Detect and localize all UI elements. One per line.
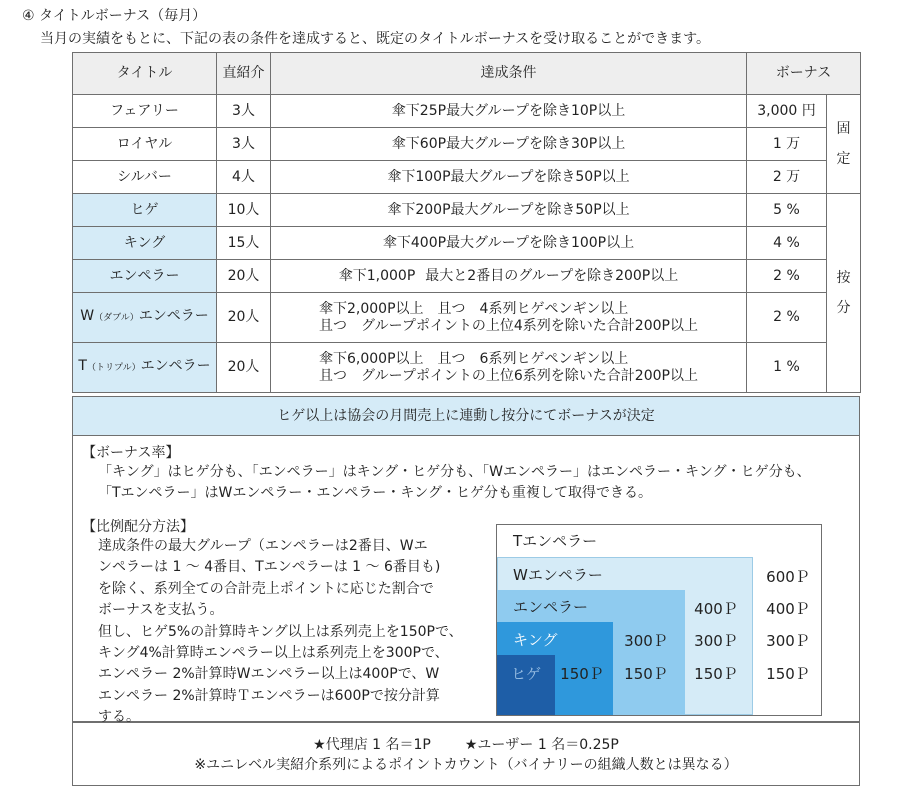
row-title: フェアリー [73, 95, 217, 128]
side-label-prorata: 按 分 [827, 194, 861, 393]
row-condition [271, 293, 747, 343]
row-bonus: 2 % [747, 260, 827, 293]
cond-line2: 且つ グループポイントの上位6系列を除いた合計200P以上 [319, 367, 698, 384]
row-bonus: 4 % [747, 227, 827, 260]
table-row [73, 128, 861, 161]
row-direct: 3人 [217, 95, 271, 128]
row-title: W（ダブル）エンペラー [73, 293, 217, 343]
row-condition [271, 227, 747, 260]
row-title: ヒゲ [73, 194, 217, 227]
row-direct: 20人 [217, 293, 271, 343]
footer-note: ※ユニレベル実紹介系列によるポイントカウント（バイナリーの組織人数とは異なる） [194, 757, 738, 773]
row-title: ロイヤル [73, 128, 217, 161]
agency-point: ★代理店 1 名＝1P [313, 737, 431, 753]
intro-text: 当月の実績をもとに、下記の表の条件を達成すると、既定のタイトルボーナスを受け取ることができます。 [40, 31, 711, 47]
table-row [73, 194, 861, 227]
prorata-notice: ヒゲ以上は協会の月間売上に連動し按分にてボーナスが決定 [72, 396, 860, 436]
value-k-300: 300Ｐ [624, 632, 668, 650]
cond-a: 傘下1,000P [338, 267, 416, 284]
cond-b: 最大グループを除き50P以上 [450, 201, 630, 218]
value-h-150: 150Ｐ [560, 665, 604, 683]
value-e-300: 300Ｐ [694, 632, 738, 650]
header-bonus: ボーナス [747, 53, 861, 95]
row-condition [271, 194, 747, 227]
row-bonus: 3,000 円 [747, 95, 827, 128]
table-row [73, 343, 861, 393]
row-bonus: 2 万 [747, 161, 827, 194]
label-t-emperor: Tエンペラー [513, 532, 598, 550]
cond-b: 最大グループを除き30P以上 [446, 135, 626, 152]
row-condition [271, 161, 747, 194]
cond-a: 傘下200P [387, 201, 451, 218]
value-k-150: 150Ｐ [624, 665, 668, 683]
header-condition: 達成条件 [271, 53, 747, 95]
row-bonus: 5 % [747, 194, 827, 227]
row-title: T（トリプル）エンペラー [73, 343, 217, 393]
row-condition [271, 343, 747, 393]
row-bonus: 1 万 [747, 128, 827, 161]
header-direct: 直紹介 [217, 53, 271, 95]
cond-b: 最大と2番目のグループを除き200P以上 [425, 267, 679, 284]
row-direct: 20人 [217, 260, 271, 293]
row-direct: 3人 [217, 128, 271, 161]
table-row [73, 161, 861, 194]
cond-a: 傘下25P [391, 102, 447, 119]
row-title: キング [73, 227, 217, 260]
bonus-rate-title: 【ボーナス率】 [82, 445, 180, 461]
section-heading: ④ タイトルボーナス（毎月） [22, 8, 207, 24]
label-king: キング [513, 631, 558, 649]
value-w-600: 600Ｐ [766, 568, 810, 586]
value-w-150: 150Ｐ [766, 665, 810, 683]
row-condition [271, 260, 747, 293]
bonus-rate-text: 「キング」はヒゲ分も、「エンペラー」はキング・ヒゲ分も、「Wエンペラー」はエンペラー・キング・ヒゲ分も、 「Tエンペラー」はWエンペラー・エンペラー・キング・ヒゲ分も重複して取得できる。 [98, 464, 811, 501]
row-title: エンペラー [73, 260, 217, 293]
row-direct: 20人 [217, 343, 271, 393]
proportional-title: 【比例配分方法】 [82, 519, 194, 535]
table-row [73, 95, 861, 128]
row-condition [271, 128, 747, 161]
value-w-400: 400Ｐ [766, 600, 810, 618]
side-label-fixed: 固 定 [827, 95, 861, 194]
cond-line1: 傘下6,000P以上 且つ 6系列ヒゲペンギン以上 [319, 350, 629, 367]
proportional-text: 達成条件の最大グループ（エンペラーは2番目、Wエ ンペラーは 1 〜 4番目、Tエンペラーは 1 〜 6番目も) を除く、系列全ての合計売上ポイントに応じた割合で ボーナスを支払う。 但し、ヒゲ5%の計算時キング以上は系列売上を150Pで、 キング4%計算時エンペラー以上は系列売上を300Pで、 エンペラー 2%計算時Wエンペラー以上は400Pで、W エンペラー 2%計算時Ｔエンペラーは600Pで按分計算 する。 [98, 538, 463, 726]
value-e-400: 400Ｐ [694, 600, 738, 618]
cond-a: 傘下60P [391, 135, 447, 152]
row-title: シルバー [73, 161, 217, 194]
label-emperor: エンペラー [513, 598, 589, 616]
footer-box [72, 722, 860, 786]
user-point: ★ユーザー 1 名＝0.25P [464, 737, 619, 753]
header-title: タイトル [73, 53, 217, 95]
cond-line2: 且つ グループポイントの上位4系列を除いた合計200P以上 [319, 317, 698, 334]
label-w-emperor: Wエンペラー [513, 566, 603, 584]
table-row [73, 227, 861, 260]
table-row [73, 260, 861, 293]
table-row [73, 293, 861, 343]
row-bonus: 1 % [747, 343, 827, 393]
row-bonus: 2 % [747, 293, 827, 343]
label-hige: ヒゲ [511, 665, 542, 683]
cond-b: 最大グループを除き10P以上 [446, 102, 626, 119]
cond-b: 最大グループを除き50P以上 [450, 168, 630, 185]
cond-a: 傘下400P [382, 234, 447, 251]
row-direct: 4人 [217, 161, 271, 194]
row-condition [271, 95, 747, 128]
cond-b: 最大グループを除き100P以上 [446, 234, 635, 251]
row-direct: 10人 [217, 194, 271, 227]
row-direct: 15人 [217, 227, 271, 260]
table-header-row [73, 53, 861, 95]
title-bonus-table [72, 52, 861, 393]
proration-diagram [496, 524, 822, 716]
cond-a: 傘下100P [387, 168, 451, 185]
value-w-300: 300Ｐ [766, 632, 810, 650]
value-e-150: 150Ｐ [694, 665, 738, 683]
cond-line1: 傘下2,000P以上 且つ 4系列ヒゲペンギン以上 [319, 300, 629, 317]
